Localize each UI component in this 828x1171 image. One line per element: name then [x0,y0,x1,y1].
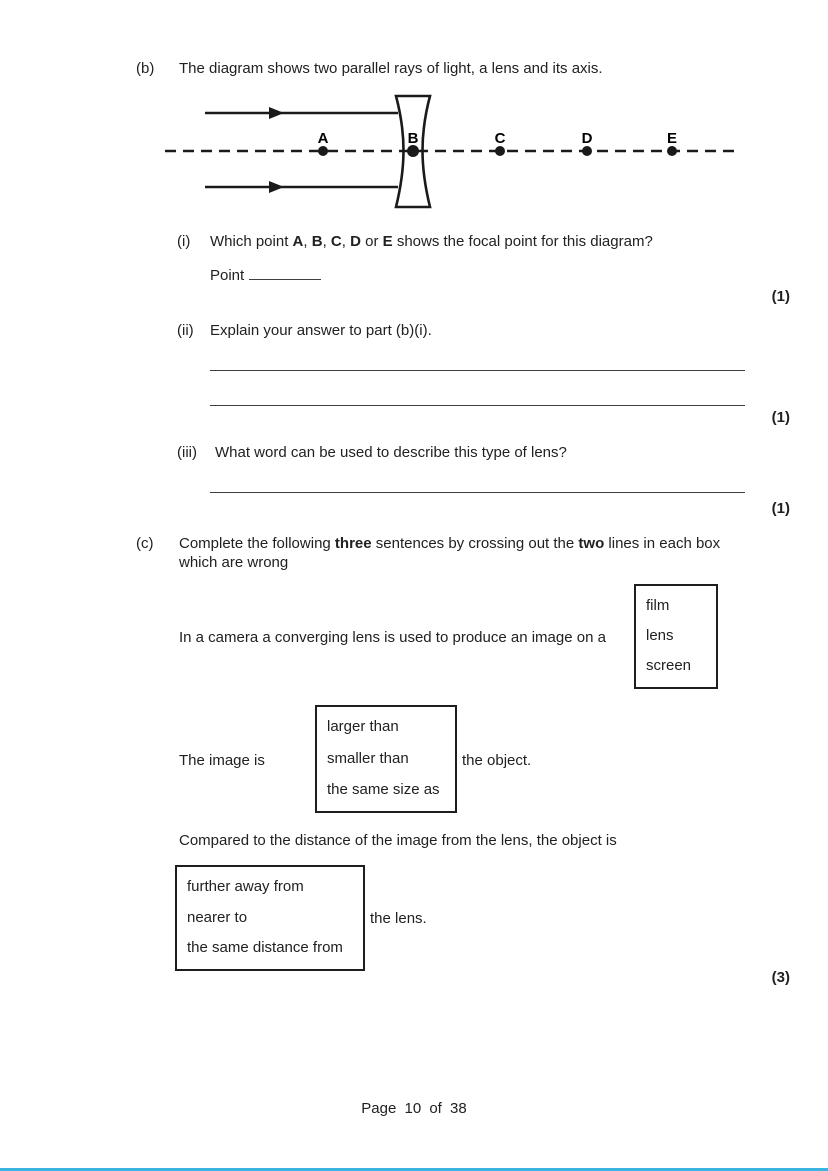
part-i-answer [210,266,321,285]
part-iii-marks: (1) [771,500,790,517]
part-iii-question: What word can be used to describe this type of lens? [215,444,567,461]
part-i-question: Which point A, B, C, D or E shows the focal point for this diagram? [210,233,653,250]
point-dot-e [667,146,677,156]
part-ii-answer-line-1 [210,370,745,371]
sentence3-text-after: the lens. [370,910,427,927]
option-same-size-as: the same size as [327,781,440,798]
point-dot-c [495,146,505,156]
ray-bottom-arrow-icon [269,181,284,193]
option-film: film [646,597,670,614]
option-screen: screen [646,657,692,674]
question-c-label: (c) [136,535,154,552]
sentence2-text-before: The image is [179,752,265,769]
point-label-b: B [407,130,419,147]
part-ii-marks: (1) [771,409,790,426]
option-nearer-to: nearer to [187,908,248,926]
point-label-a: A [317,130,329,147]
part-iii-label: (iii) [177,444,197,461]
question-b-intro: The diagram shows two parallel rays of light, a lens and its axis. [179,60,603,77]
part-ii-question: Explain your answer to part (b)(i). [210,322,432,339]
sentence1-text: In a camera a converging lens is used to produce an image on a [179,629,606,646]
sentence2-text-after: the object. [462,752,532,769]
option-lens: lens [646,627,674,644]
point-dot-d [582,146,592,156]
sentence2-option-box [315,705,457,813]
option-larger-than: larger than [327,718,399,735]
point-label-e: E [666,130,678,147]
point-dot-a [318,146,328,156]
part-i-marks: (1) [771,288,790,305]
option-further-away-from: further away from [187,878,304,895]
option-smaller-than: smaller than [327,749,409,767]
point-label-c: C [494,130,506,147]
sentence1-option-box [634,584,718,689]
sentence3-intro: Compared to the distance of the image from the lens, the object is [179,832,617,849]
part-ii-answer-line-2 [210,405,745,406]
part-i-answer-prefix: Point [210,267,245,284]
question-c-marks: (3) [771,969,790,986]
question-c-intro: Complete the following three sentences by crossing out the two lines in each box which are wrong [179,535,721,571]
sentence3-option-box [175,865,365,971]
part-i-label: (i) [177,233,191,250]
part-ii-label: (ii) [177,322,194,339]
option-same-distance-from: the same distance from [187,939,343,956]
point-label-d: D [581,130,593,147]
lens-ray-diagram [0,88,828,216]
page-footer: Page 10 of 38 [361,1100,467,1117]
part-iii-answer-line [210,492,745,493]
question-b-label: (b) [136,60,155,77]
ray-top-arrow-icon [269,107,284,119]
part-i-answer-blank [249,279,321,280]
